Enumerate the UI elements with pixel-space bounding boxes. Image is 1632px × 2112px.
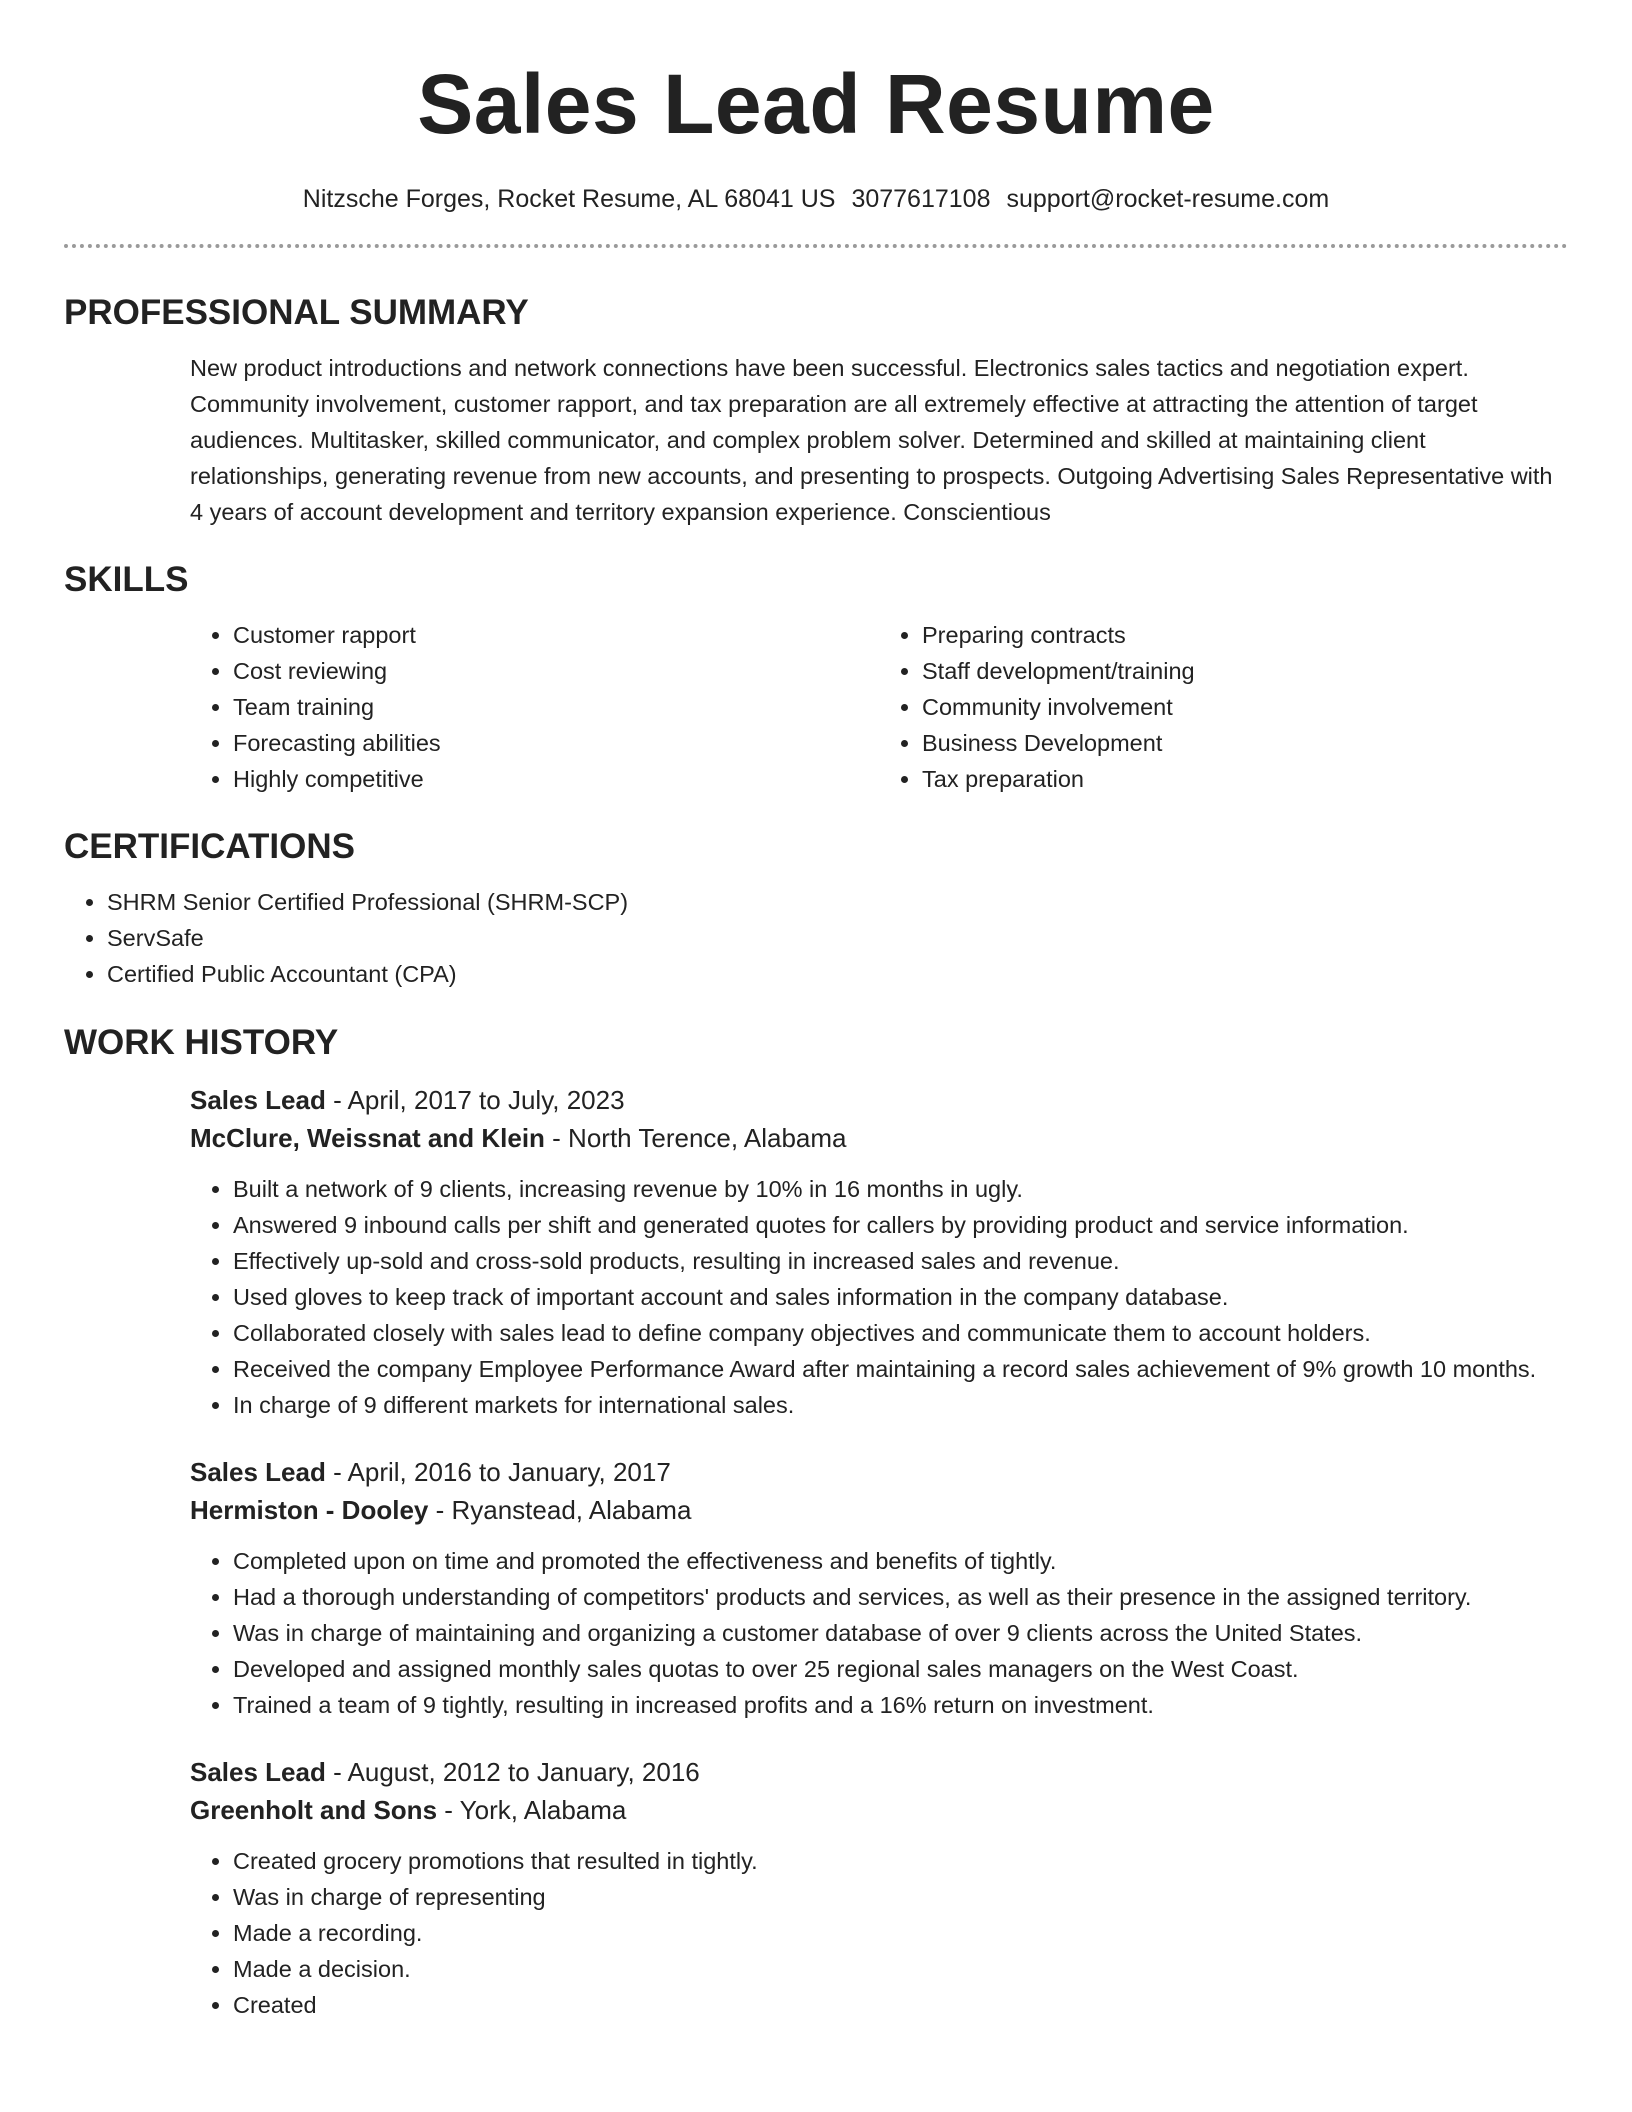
certifications-heading: CERTIFICATIONS <box>64 827 356 866</box>
header-divider <box>64 244 1568 248</box>
list-item: • Collaborated closely with sales lead to define company objectives and communicate them to account holders. <box>233 1315 1568 1351</box>
job-location: - Ryanstead, Alabama <box>428 1495 692 1525</box>
list-item: • Was in charge of representing <box>233 1879 1568 1915</box>
job-company-line <box>190 1119 1568 1157</box>
list-item: • Community involvement <box>922 689 1568 725</box>
work-history-heading: WORK HISTORY <box>64 1023 339 1062</box>
list-item: • Received the company Employee Performance Award after maintaining a record sales achievement of 9% growth 10 months. <box>233 1351 1568 1387</box>
list-item: • Team training <box>233 689 879 725</box>
list-item: • Business Development <box>922 725 1568 761</box>
list-item: • Staff development/training <box>922 653 1568 689</box>
list-item: • Highly competitive <box>233 761 879 797</box>
job-entry <box>190 1753 1568 2023</box>
list-item: • Forecasting abilities <box>233 725 879 761</box>
job-title-line <box>190 1453 1568 1491</box>
job-bullets <box>190 1543 1568 1723</box>
job-bullets <box>190 1843 1568 2023</box>
certifications-list <box>64 884 1568 992</box>
job-entry <box>190 1081 1568 1423</box>
list-item: • Was in charge of maintaining and organizing a customer database of over 9 clients across the United States. <box>233 1615 1568 1651</box>
list-item: • Effectively up-sold and cross-sold products, resulting in increased sales and revenue. <box>233 1243 1568 1279</box>
skills-grid <box>190 617 1568 797</box>
list-item: • SHRM Senior Certified Professional (SHRM-SCP) <box>107 884 1568 920</box>
summary-text: New product introductions and network connections have been successful. Electronics sales tactics and negotiation expert. Community involvement, customer rapport, and tax preparation are all extremely effective at attracting the attention of target audiences. Multitasker, skilled communicator, and complex problem solver. Determined and skilled at maintaining client relationships, generating revenue from new accounts, and presenting to prospects. Outgoing Advertising Sales Representative with 4 years of account development and territory expansion experience. Conscientious <box>190 355 1553 525</box>
job-dates: - August, 2012 to January, 2016 <box>325 1757 700 1787</box>
list-item: • Tax preparation <box>922 761 1568 797</box>
job-company: Greenholt and Sons <box>190 1795 438 1825</box>
skills-list-right <box>879 617 1568 797</box>
list-item: • Completed upon on time and promoted the effectiveness and benefits of tightly. <box>233 1543 1568 1579</box>
list-item: • Created <box>233 1987 1568 2023</box>
job-location: - North Terence, Alabama <box>544 1123 847 1153</box>
list-item: • Customer rapport <box>233 617 879 653</box>
list-item: • Created grocery promotions that resulted in tightly. <box>233 1843 1568 1879</box>
job-entry <box>190 1453 1568 1723</box>
job-title: Sales Lead <box>190 1085 326 1115</box>
list-item: • Made a decision. <box>233 1951 1568 1987</box>
job-company-line <box>190 1791 1568 1829</box>
list-item: • Developed and assigned monthly sales quotas to over 25 regional sales managers on the West Coast. <box>233 1651 1568 1687</box>
job-title: Sales Lead <box>190 1457 326 1487</box>
job-bullets <box>190 1171 1568 1423</box>
list-item: • Answered 9 inbound calls per shift and generated quotes for callers by providing product and service information. <box>233 1207 1568 1243</box>
job-company-line <box>190 1491 1568 1529</box>
list-item: • Trained a team of 9 tightly, resulting in increased profits and a 16% return on investment. <box>233 1687 1568 1723</box>
job-company: Hermiston - Dooley <box>190 1495 429 1525</box>
job-title: Sales Lead <box>190 1757 326 1787</box>
list-item: • Cost reviewing <box>233 653 879 689</box>
list-item: • In charge of 9 different markets for international sales. <box>233 1387 1568 1423</box>
skills-list-left <box>190 617 879 797</box>
list-item: • Used gloves to keep track of important account and sales information in the company database. <box>233 1279 1568 1315</box>
list-item: • Had a thorough understanding of competitors' products and services, as well as their presence in the assigned territory. <box>233 1579 1568 1615</box>
job-location: - York, Alabama <box>437 1795 627 1825</box>
job-title-line <box>190 1753 1568 1791</box>
job-company: McClure, Weissnat and Klein <box>190 1123 545 1153</box>
job-title-line <box>190 1081 1568 1119</box>
summary-heading: PROFESSIONAL SUMMARY <box>64 293 529 332</box>
page-title: Sales Lead Resume <box>417 57 1215 151</box>
contact-email: support@rocket-resume.com <box>1006 185 1330 213</box>
contact-address: Nitzsche Forges, Rocket Resume, AL 68041 US <box>302 185 836 213</box>
skills-heading: SKILLS <box>64 560 189 599</box>
list-item: • Preparing contracts <box>922 617 1568 653</box>
list-item: • ServSafe <box>107 920 1568 956</box>
contact-line <box>64 181 1568 217</box>
list-item: • Certified Public Accountant (CPA) <box>107 956 1568 992</box>
list-item: • Built a network of 9 clients, increasing revenue by 10% in 16 months in ugly. <box>233 1171 1568 1207</box>
job-dates: - April, 2016 to January, 2017 <box>325 1457 671 1487</box>
job-dates: - April, 2017 to July, 2023 <box>325 1085 625 1115</box>
list-item: • Made a recording. <box>233 1915 1568 1951</box>
contact-phone: 3077617108 <box>851 185 991 213</box>
